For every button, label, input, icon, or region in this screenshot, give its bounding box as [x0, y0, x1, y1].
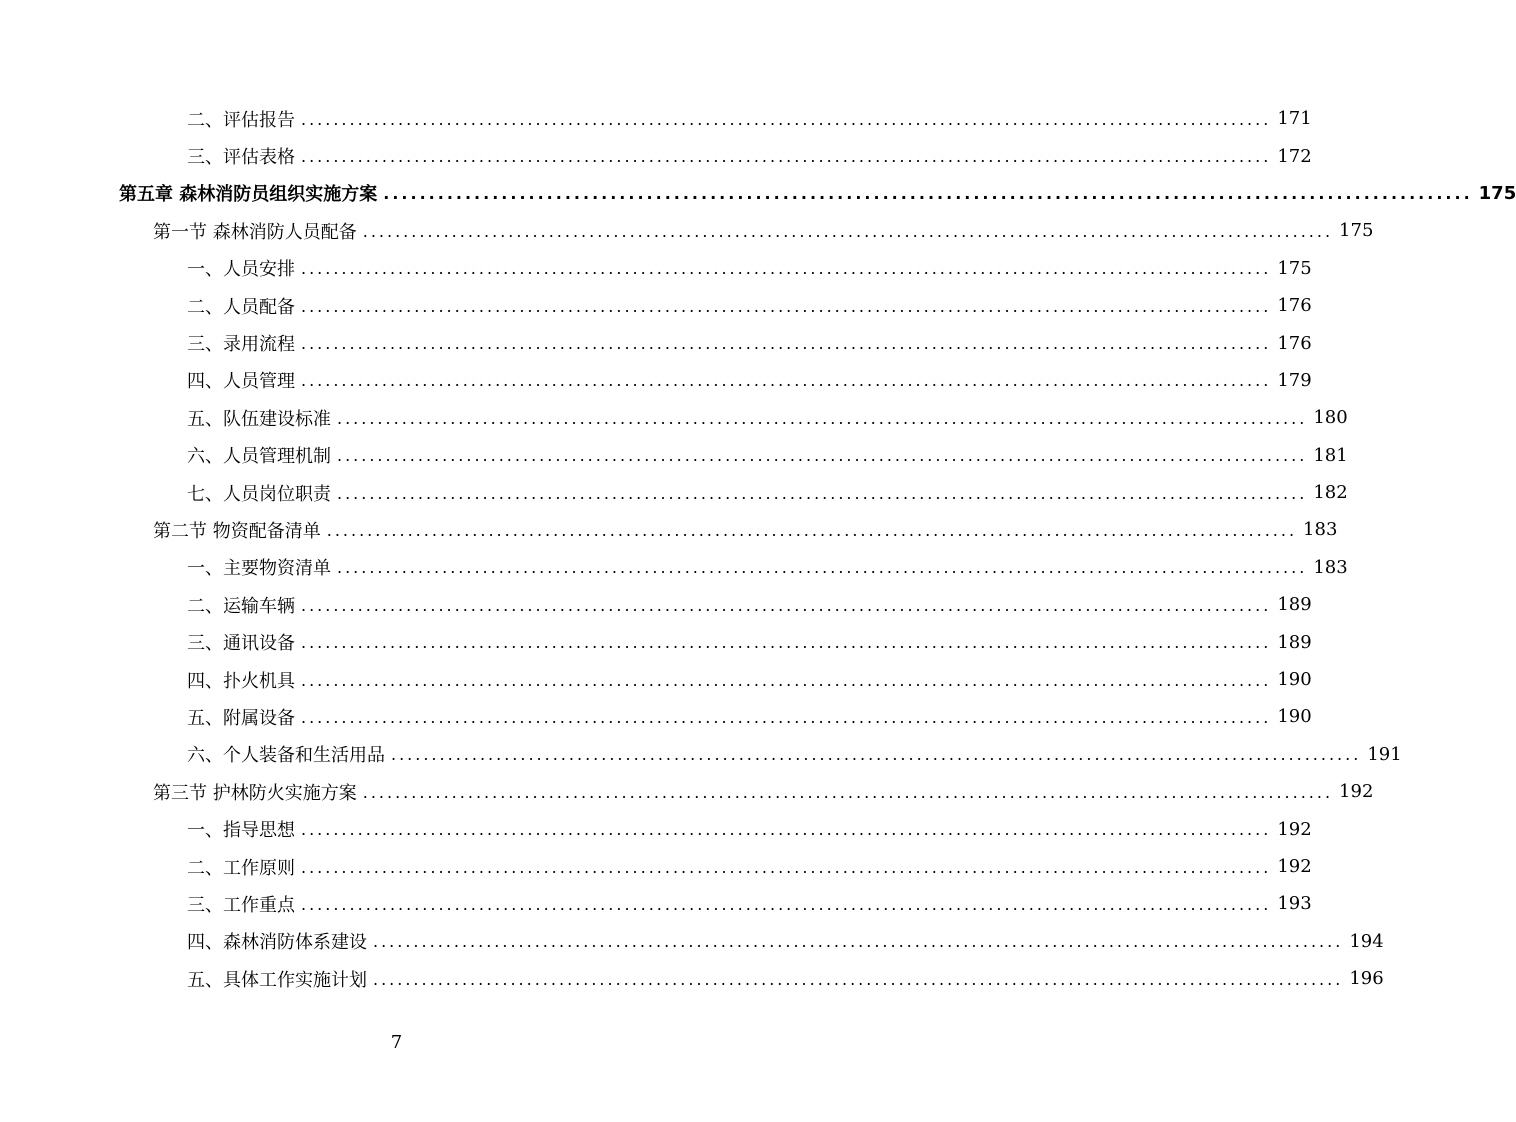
toc-entry-title: 六、个人装备和生活用品	[187, 745, 385, 767]
toc-dot-leader: ........................................................................................................................	[301, 371, 1272, 391]
toc-entry[interactable]	[0, 960, 1384, 997]
toc-entry-title: 五、具体工作实施计划	[187, 969, 367, 991]
toc-entry-page: 176	[1277, 332, 1312, 354]
table-of-contents	[0, 100, 1516, 997]
toc-entry-title: 一、指导思想	[187, 820, 295, 842]
toc-entry-page: 183	[1303, 519, 1338, 541]
toc-entry-page: 190	[1277, 706, 1312, 728]
toc-entry-title: 五、附属设备	[187, 707, 295, 729]
toc-entry[interactable]	[0, 885, 1312, 922]
toc-entry-title: 二、人员配备	[187, 296, 295, 318]
toc-entry-page: 175	[1339, 220, 1374, 242]
toc-dot-leader: ........................................................................................................................	[301, 595, 1272, 615]
toc-entry-page: 175	[1478, 182, 1516, 204]
toc-entry-title: 七、人员岗位职责	[187, 483, 331, 505]
toc-entry-title: 五、队伍建设标准	[187, 408, 331, 430]
toc-entry-page: 192	[1277, 818, 1312, 840]
toc-dot-leader: ........................................................................................................................	[326, 520, 1298, 540]
toc-dot-leader: ........................................................................................................................	[373, 969, 1344, 989]
toc-entry-page: 171	[1277, 108, 1312, 130]
toc-entry[interactable]	[0, 362, 1312, 399]
toc-entry-title: 四、人员管理	[187, 371, 295, 393]
toc-entry-title: 二、运输车辆	[187, 595, 295, 617]
toc-entry[interactable]	[0, 474, 1348, 511]
page-number: 7	[390, 1032, 403, 1053]
toc-entry-title: 第五章 森林消防员组织实施方案	[119, 184, 378, 206]
toc-entry-title: 第三节 护林防火实施方案	[153, 782, 357, 804]
toc-dot-leader: ........................................................................................................................	[301, 670, 1272, 690]
toc-entry[interactable]	[0, 923, 1384, 960]
toc-section-heading[interactable]	[0, 212, 1374, 249]
toc-dot-leader: ........................................................................................................................	[301, 857, 1272, 877]
toc-entry[interactable]	[0, 586, 1312, 623]
toc-entry-page: 192	[1339, 781, 1374, 803]
toc-dot-leader: ........................................................................................................................	[337, 558, 1308, 578]
toc-entry-page: 192	[1277, 856, 1312, 877]
toc-entry-title: 四、扑火机具	[187, 670, 295, 692]
toc-dot-leader: ........................................................................................................................	[301, 633, 1272, 653]
toc-entry-page: 181	[1313, 444, 1348, 466]
toc-dot-leader: ........................................................................................................................	[362, 782, 1334, 802]
toc-entry[interactable]	[0, 100, 1312, 137]
toc-entry[interactable]	[0, 661, 1312, 698]
toc-entry-title: 三、录用流程	[187, 334, 295, 356]
toc-dot-leader: ........................................................................................................................	[301, 109, 1272, 129]
toc-entry-page: 189	[1277, 631, 1312, 653]
toc-dot-leader: ........................................................................................................................	[301, 334, 1272, 354]
toc-dot-leader: ........................................................................................................................	[337, 483, 1308, 503]
toc-entry-page: 191	[1367, 743, 1402, 765]
toc-entry[interactable]	[0, 437, 1348, 474]
toc-entry-page: 172	[1277, 145, 1312, 167]
toc-dot-leader: ........................................................................................................................	[301, 894, 1272, 914]
toc-entry[interactable]	[0, 848, 1312, 885]
toc-dot-leader: ........................................................................................................................	[373, 932, 1344, 952]
toc-dot-leader: ........................................................................................................................	[301, 259, 1272, 279]
toc-entry[interactable]	[0, 250, 1312, 287]
toc-dot-leader: ........................................................................................................................	[301, 820, 1272, 840]
toc-entry-page: 194	[1349, 930, 1384, 952]
toc-section-heading[interactable]	[0, 511, 1338, 548]
toc-entry[interactable]	[0, 736, 1402, 773]
toc-entry[interactable]	[0, 698, 1312, 735]
toc-entry-title: 一、人员安排	[187, 259, 295, 281]
toc-dot-leader: ........................................................................................................................	[362, 221, 1334, 241]
toc-entry-page: 176	[1277, 295, 1312, 317]
toc-entry-title: 三、工作重点	[187, 894, 295, 916]
toc-entry[interactable]	[0, 399, 1348, 436]
toc-entry-title: 第一节 森林消防人员配备	[153, 221, 357, 243]
toc-entry[interactable]	[0, 549, 1348, 586]
toc-chapter-heading[interactable]	[0, 175, 1516, 212]
toc-entry[interactable]	[0, 137, 1312, 174]
toc-entry-title: 四、森林消防体系建设	[187, 932, 367, 954]
toc-dot-leader: ........................................................................................................................	[337, 408, 1308, 428]
toc-entry-page: 183	[1313, 556, 1348, 578]
toc-entry-title: 一、主要物资清单	[187, 558, 331, 580]
toc-entry-title: 六、人员管理机制	[187, 446, 331, 468]
toc-dot-leader: ........................................................................................................................	[383, 184, 1473, 204]
toc-entry-page: 196	[1349, 968, 1384, 990]
toc-entry[interactable]	[0, 324, 1312, 361]
toc-entry-title: 三、评估表格	[187, 147, 295, 169]
toc-entry-title: 二、评估报告	[187, 109, 295, 131]
toc-dot-leader: ........................................................................................................................	[301, 296, 1272, 316]
toc-entry-page: 189	[1277, 594, 1312, 616]
toc-entry-page: 190	[1277, 669, 1312, 691]
toc-dot-leader: ........................................................................................................................	[337, 446, 1308, 466]
toc-dot-leader: ........................................................................................................................	[301, 707, 1272, 727]
toc-entry-title: 第二节 物资配备清单	[153, 520, 321, 542]
toc-dot-leader: ........................................................................................................................	[391, 745, 1362, 765]
toc-entry[interactable]	[0, 287, 1312, 324]
toc-entry[interactable]	[0, 810, 1312, 847]
toc-dot-leader: ........................................................................................................................	[301, 147, 1272, 167]
toc-entry-page: 182	[1313, 482, 1348, 504]
toc-entry[interactable]	[0, 623, 1312, 660]
toc-section-heading[interactable]	[0, 773, 1374, 810]
toc-entry-page: 175	[1277, 257, 1312, 279]
toc-entry-title: 二、工作原则	[187, 857, 295, 879]
toc-entry-page: 179	[1277, 369, 1312, 391]
toc-entry-page: 180	[1313, 407, 1348, 429]
toc-entry-page: 193	[1277, 893, 1312, 915]
toc-entry-title: 三、通讯设备	[187, 633, 295, 655]
